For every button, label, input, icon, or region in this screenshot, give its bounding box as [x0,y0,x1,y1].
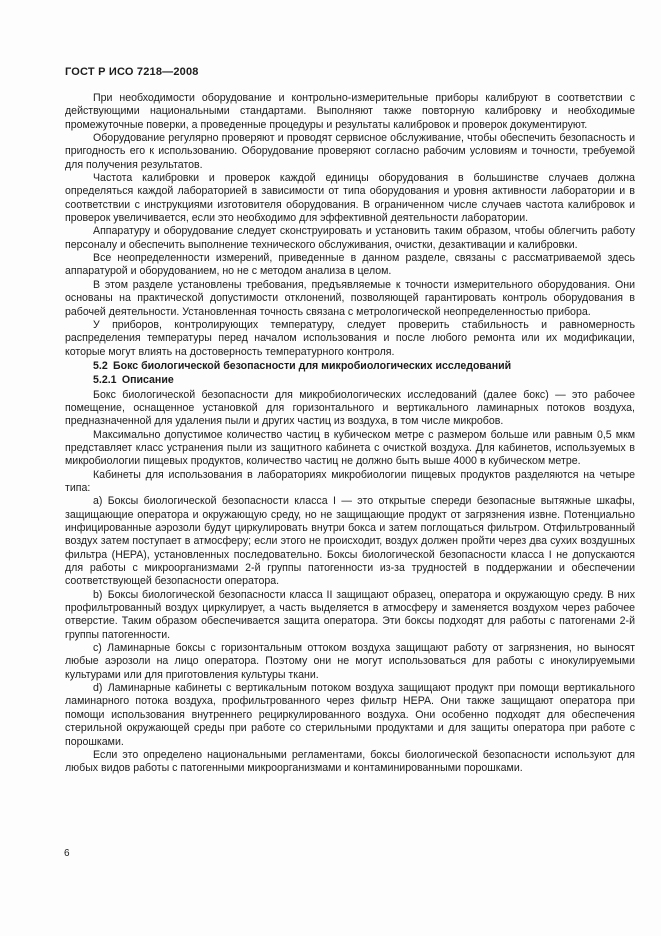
paragraph-apparatus-design: Аппаратуру и оборудование следует сконструировать и установить таким образом, чтобы облегчить работу персоналу и обеспечить выполнение технического обслуживания, очистки, дезактивации и калибровки. [65,225,635,251]
list-item-a-class-1-boxes: a) Боксы биологической безопасности класса I — это открытые спереди безопасные вытяжные шкафы, защищающие оператора и окружающую среду, но не защищающие продукт от загрязнения извне. Потенциально инфицированные аэрозоли будут циркулировать внутри бокса и затем поглощаться фильтром. Отфильтрованный воздух затем поступает в атмосферу; если этого не происходит, воздух должен пройти через два сухих воздушных фильтра (HEPA), установленных последовательно. Боксы биологической безопасности класса I не допускаются для работы с микроорганизмами 2-й группы патогенности из-за трудностей в поддержании и обеспечении соответствующей безопасности оператора. [65,495,635,588]
list-item-d-vertical-flow: d) Ламинарные кабинеты с вертикальным потоком воздуха защищают продукт при помощи вертикального ламинарного потока воздуха, профильтрованного через фильтр HEPA. Они также защищают оператора при помощи использования внутреннего рециркулированного воздуха. Они особенно подходят для обеспечения стерильной окружающей среды при работе со стерильными продуктами и для защиты оператора при работе с порошками. [65,682,635,748]
paragraph-particle-limit: Максимально допустимое количество частиц в кубическом метре с размером больше или равным 0,5 мкм представляет класс устранения пыли из защитного кабинета с очисткой воздуха. Для кабинетов, используемых в микробиологии пищевых продуктов, количество частиц не должно быть выше 4000 в кубическом метре. [65,428,635,468]
section-heading-5-2: 5.2 Бокс биологической безопасности для микробиологических исследований [93,359,512,372]
paragraph-calibration-frequency: Частота калибровки и проверок каждой единицы оборудования в большинстве случаев должна определяться каждой лабораторией в зависимости от типа оборудования и уровня активности лаборатории и в соответствии с инструкциями изготовителя оборудования. В ограниченном числе случаев частота калибровок и проверок увеличивается, если это необходимо для эффективной деятельности лаборатории. [65,172,635,225]
page-number: 6 [64,848,70,859]
section-heading-5-2-1: 5.2.1 Описание [93,374,174,387]
paragraph-temperature-devices: У приборов, контролирующих температуру, следует проверить стабильность и равномерность распределения температуры перед началом использования и после любого ремонта или их модификации, которые могут влиять на достоверность температурного контроля. [65,318,635,358]
document-body [65,92,635,776]
document-title-header: ГОСТ Р ИСО 7218—2008 [65,66,199,78]
paragraph-equipment-service: Оборудование регулярно проверяют и проводят сервисное обслуживание, чтобы обеспечить безопасность и пригодность его к использованию. Оборудование проверяют согласно рабочим условиям и точности, требуемой для получения результатов. [65,132,635,171]
list-item-c-horizontal-flow: c) Ламинарные боксы с горизонтальным оттоком воздуха защищают работу от загрязнения, но выносят любые аэрозоли на лицо оператора. Поэтому они не могут использоваться для работы с инокулируемыми культурами или для приготовления культуры ткани. [65,642,635,681]
paragraph-biosafety-box-description: Бокс биологической безопасности для микробиологических исследований (далее бокс) — это рабочее помещение, оснащенное установкой для горизонтального и вертикального ламинарных потоков воздуха, предназначенной для удаления пыли и других частиц из воздуха, в том числе микробов. [65,388,635,428]
paragraph-measurement-uncertainty: Все неопределенности измерений, приведенные в данном разделе, связаны с рассматриваемой здесь аппаратурой и оборудованием, но не с методом анализа в целом. [65,252,635,278]
paragraph-calibration: При необходимости оборудование и контрольно-измерительные приборы калибруют в соответствии с действующими национальными стандартами. Выполняют также повторную калибровку и необходимые промежуточные поверки, а проведенные процедуры и результаты калибровок и проверок документируют. [65,92,635,131]
paragraph-national-regulations: Если это определено национальными регламентами, боксы биологической безопасности используют для любых видов работы с патогенными микроорганизмами и контаминированными порошками. [65,748,635,775]
list-item-b-class-2-boxes: b) Боксы биологической безопасности класса II защищают образец, оператора и окружающую среду. В них профильтрованный воздух циркулирует, а часть выделяется в атмосферу и заменяется воздухом через рабочее отверстие. Таким образом обеспечивается защита оператора. Эти боксы подходят для работы с патогенами 2-й группы патогенности. [65,588,635,641]
paragraph-cabinet-types-intro: Кабинеты для использования в лабораториях микробиологии пищевых продуктов разделяются на четыре типа: [65,468,635,494]
paragraph-accuracy-requirements: В этом разделе установлены требования, предъявляемые к точности измерительного оборудования. Они основаны на практической допустимости отклонений, позволяющей гарантировать контроль оборудования в рабочей деятельности. Установленная точность связана с метрологической неопределенностью прибора. [65,278,635,318]
